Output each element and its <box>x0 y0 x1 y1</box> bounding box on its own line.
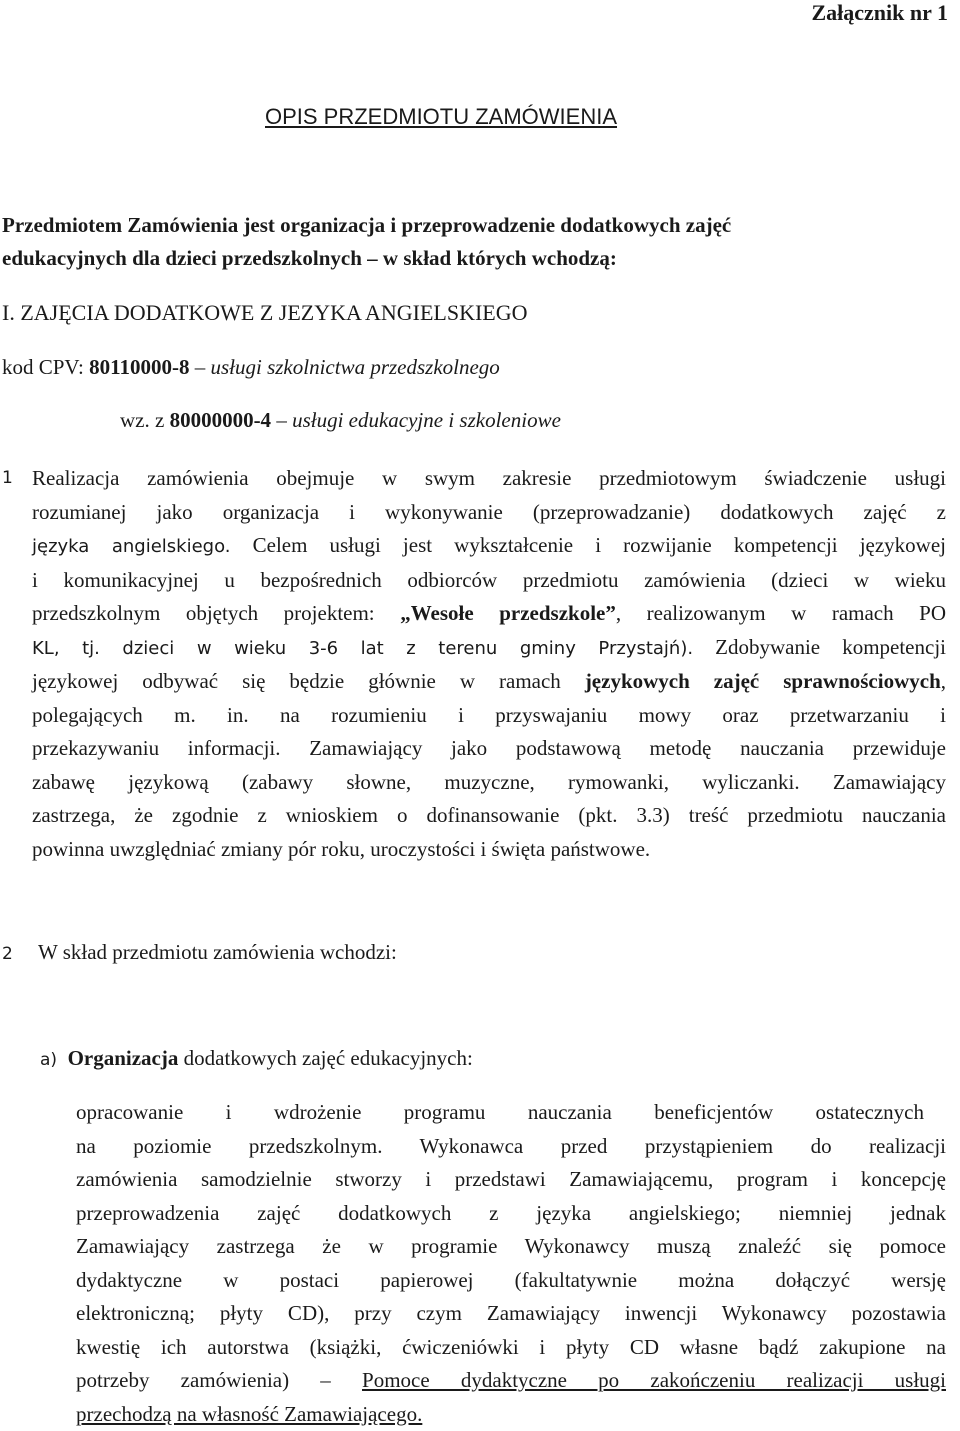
point-2-number: 2 <box>2 944 13 964</box>
cpv-code-secondary: wz. z 80000000-4 – usługi edukacyjne i szkoleniowe <box>120 408 561 432</box>
point-1-number: 1 <box>2 468 13 488</box>
section-heading: I. ZAJĘCIA DODATKOWE Z JEZYKA ANGIELSKIEGO <box>2 300 528 325</box>
page-title: OPIS PRZEDMIOTU ZAMÓWIENIA <box>265 104 618 129</box>
annex-label: Załącznik nr 1 <box>811 0 948 25</box>
cpv-code-main: kod CPV: 80110000-8 – usługi szkolnictwa przedszkolnego <box>2 355 500 379</box>
point-1-paragraph: Realizacja zamówienia obejmuje w swym zakresie przedmiotowym świadczenie usługi rozumianej jako organizacja i wykonywanie (przeprowadzanie) dodatkowych zajęć z języka angielskiego. Celem usługi jest wykształcenie i rozwijanie kompetencji językowej i komunikacyjnej u bezpośrednich odbiorców przedmiotu zamówienia (dzieci w wieku przedszkolnym objętych projektem: „Wesołe przedszkole”, realizowanym w ramach PO KL, tj. dzieci w wieku 3-6 lat z terenu gminy Przystajń). Zdobywanie kompetencji językowej odbywać się będzie głównie w ramach językowych zajęć sprawnościowych, polegających m. in. na rozumieniu i przyswajaniu mowy oraz przetwarzaniu i przekazywaniu informacji. Zamawiający jako podstawową metodę nauczania przewiduje zabawę językową (zabawy słowne, muzyczne, rymowanki, wyliczanki. Zamawiający zastrzega, że zgodnie z wnioskiem o dofinansowanie (pkt. 3.3) treść przedmiotu nauczania powinna uwzględniać zmiany pór roku, uroczystości i święta państwowe. <box>32 466 946 861</box>
item-a-heading: a) Organizacja dodatkowych zajęć edukacyjnych: <box>40 1046 473 1070</box>
item-a-paragraph: opracowanie i wdrożenie programu nauczania beneficjentów ostatecznych na poziomie przedszkolnym. Wykonawca przed przystąpieniem do realizacji zamówienia samodzielnie stworzy i przedstawi Zamawiającemu, program i koncepcję przeprowadzenia zajęć dodatkowych z języka angielskiego; niemniej jednak Zamawiający zastrzega że w programie Wykonawcy muszą znaleźć się pomoce dydaktyczne w postaci papierowej (fakultatywnie można dołączyć wersję elektroniczną; płyty CD), przy czym Zamawiający inwencji Wykonawcy pozostawia kwestię ich autorstwa (książki, ćwiczeniówki i płyty CD własne bądź zakupione na potrzeby zamówienia) – Pomoce dydaktyczne po zakończeniu realizacji usługi przechodzą na własność Zamawiającego. <box>76 1100 946 1426</box>
point-2-text: W skład przedmiotu zamówienia wchodzi: <box>38 940 397 964</box>
intro-line-2: edukacyjnych dla dzieci przedszkolnych – w skład których wchodzą: <box>2 246 617 270</box>
intro-line-1: Przedmiotem Zamówienia jest organizacja i przeprowadzenie dodatkowych zajęć <box>2 213 732 237</box>
